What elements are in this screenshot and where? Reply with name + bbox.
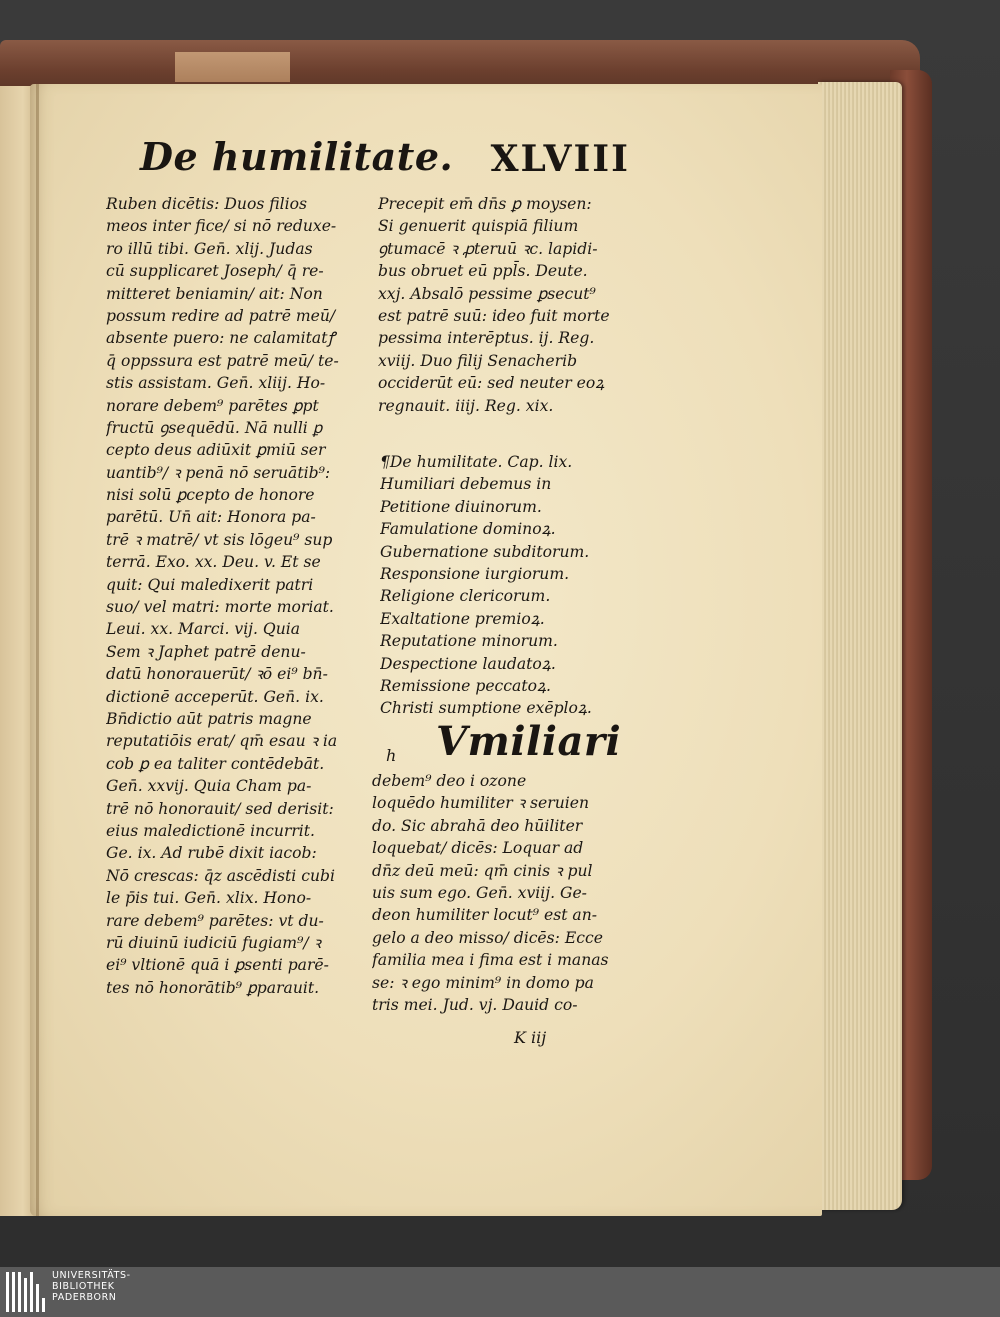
footer-bar: [0, 1267, 1000, 1317]
text-line: q̄ oppssura est patrē meū/ te-: [106, 351, 339, 370]
text-line: nisi solū ꝑcepto de honore: [106, 486, 315, 505]
text-line: Religione clericorum.: [380, 587, 551, 606]
text-line: mitteret beniamin/ ait: Non: [106, 284, 323, 303]
text-line: eius maledictionē incurrit.: [106, 821, 316, 840]
text-line: dn̄z deū meū: qm̄ cinis ꝛ pul: [372, 861, 593, 880]
text-line: suo/ vel matri: morte moriat.: [106, 598, 334, 617]
text-line: datū honorauerūt/ ꝛō ei⁹ bn̄-: [106, 665, 328, 684]
text-line: loquebat/ dicēs: Loquar ad: [372, 839, 584, 858]
text-line: Reputatione minorum.: [380, 632, 558, 651]
text-line: familia mea i fima est i manas: [372, 951, 609, 970]
text-line: occiderūt eū: sed neuter eoꝝ: [378, 374, 605, 393]
text-line: Leui. xx. Marci. vij. Quia: [106, 620, 301, 639]
text-line: quit: Qui maledixerit patri: [106, 575, 314, 594]
chapter-opening: [374, 718, 630, 772]
text-line: Sem ꝛ Japhet patrē denu-: [106, 642, 306, 661]
text-line: Famulatione dominoꝝ.: [380, 520, 556, 539]
text-line: xxj. Absalō pessime ꝑsecut⁹: [378, 284, 596, 303]
text-line: tris mei. Jud. vj. Dauid co-: [372, 995, 578, 1014]
text-line: dictionē acceperūt. Gen̄. ix.: [106, 687, 324, 706]
logo-line: BIBLIOTHEK: [52, 1281, 115, 1292]
text-line: Ruben dicētis: Duos filios: [106, 195, 308, 213]
text-line: norare debem⁹ parētes ꝑpt: [106, 396, 319, 415]
text-line: uis sum ego. Gen̄. xviij. Ge-: [372, 883, 587, 902]
text-line: le p̄is tui. Gen̄. xlix. Hono-: [106, 889, 312, 908]
text-line: reputatiōis erat/ qm̄ esau ꝛ ia: [106, 732, 338, 751]
chapter-heading-list: [380, 451, 632, 720]
text-line: stis assistam. Gen̄. xliij. Ho-: [106, 374, 326, 393]
text-line: Precepit em̄ dn̄s ꝑ moysen:: [378, 195, 592, 213]
right-text-column-top: [378, 193, 630, 417]
text-line: possum redire ad patrē meū/: [106, 306, 336, 325]
text-line: Christi sumptione exēploꝝ.: [380, 699, 592, 718]
text-line: meos inter fice/ si nō reduxe-: [106, 217, 337, 236]
text-line: est patrē suū: ideo fuit morte: [378, 306, 610, 325]
text-line: do. Sic abrahā deo hūiliter: [372, 816, 583, 835]
text-line: Petitione diuinorum.: [380, 497, 542, 516]
text-line: debem⁹ deo i ozone: [372, 772, 527, 790]
text-line: se: ꝛ ego minim⁹ in domo pa: [372, 973, 594, 992]
text-line: loquēdo humiliter ꝛ seruien: [372, 794, 590, 813]
text-line: cū supplicaret Joseph/ q̄ re-: [106, 262, 324, 281]
page-stack-edges: [818, 82, 902, 1210]
gutter-shadow: [36, 84, 39, 1216]
text-line: Gubernatione subditorum.: [380, 542, 590, 561]
logo-line: UNIVERSITÄTS-: [52, 1270, 131, 1281]
text-line: ꝯtumacē ꝛ ꝓteruū ꝛc. lapidi-: [378, 239, 598, 258]
text-line: cepto deus adiūxit ꝑmiū ser: [106, 441, 326, 460]
binding-tape: [175, 52, 290, 82]
text-line: tes nō honorātib⁹ ꝑparauit.: [106, 978, 320, 997]
text-line: Despectione laudatoꝝ.: [380, 654, 556, 673]
text-line: rū diuinū iudiciū fugiam⁹/ ꝛ: [106, 933, 321, 952]
text-line: uantib⁹/ ꝛ penā nō seruātib⁹:: [106, 463, 331, 482]
text-line: Gen̄. xxvij. Quia Cham pa-: [106, 777, 312, 796]
text-line: parētū. Un̄ ait: Honora pa-: [106, 508, 316, 527]
text-line: trē nō honorauit/ sed derisit:: [106, 799, 334, 818]
opening-word: Vmiliari: [436, 718, 622, 765]
text-line: regnauit. iiij. Reg. xix.: [378, 396, 554, 415]
text-line: bus obruet eū ppl̄s. Deute.: [378, 262, 588, 281]
left-text-column: [106, 193, 372, 999]
text-line: deon humiliter locut⁹ est an-: [372, 906, 598, 925]
text-line: pessima interēptus. ij. Reg.: [378, 329, 595, 348]
folio-number: XLVIII: [490, 138, 630, 180]
library-logo-icon: [6, 1272, 46, 1312]
text-line: Ge. ix. Ad rubē dixit iacob:: [106, 844, 317, 863]
text-line: Bn̄dictio aūt patris magne: [106, 709, 312, 728]
logo-line: PADERBORN: [52, 1292, 117, 1303]
text-line: Remissione peccatoꝝ.: [380, 676, 551, 695]
text-line: trē ꝛ matrē/ vt sis lōgeu⁹ sup: [106, 530, 333, 549]
text-line: Humiliari debemus in: [380, 475, 552, 494]
text-line: cob ꝑ ea taliter contēdebāt.: [106, 754, 325, 773]
signature-mark: K iij: [514, 1028, 547, 1047]
text-line: Responsione iurgiorum.: [380, 564, 570, 583]
text-line: Si genuerit quispiā filium: [378, 217, 579, 236]
text-line: xviij. Duo filij Senacherib: [378, 351, 578, 370]
text-line: ei⁹ vltionē quā i ꝑsenti parē-: [106, 956, 329, 975]
running-header: [140, 134, 630, 190]
text-line: rare debem⁹ parētes: vt du-: [106, 911, 324, 930]
guide-letter: h: [386, 746, 397, 765]
text-line: ¶De humilitate. Cap. lix.: [380, 453, 573, 471]
library-logo-text: [52, 1270, 131, 1303]
text-line: Nō crescas: q̄z ascēdisti cubi: [106, 866, 335, 885]
text-line: ro illū tibi. Gen̄. xlij. Judas: [106, 239, 313, 258]
text-line: Exaltatione premioꝝ.: [380, 609, 545, 628]
right-text-column-bottom: [372, 770, 628, 1016]
text-line: fructū ꝯsequēdū. Nā nulli ꝑ: [106, 418, 323, 437]
header-title: De humilitate.: [140, 134, 454, 179]
text-line: terrā. Exo. xx. Deu. v. Et se: [106, 553, 321, 572]
text-line: gelo a deo misso/ dicēs: Ecce: [372, 928, 603, 947]
text-line: absente puero: ne calamitatꝭ: [106, 329, 335, 348]
